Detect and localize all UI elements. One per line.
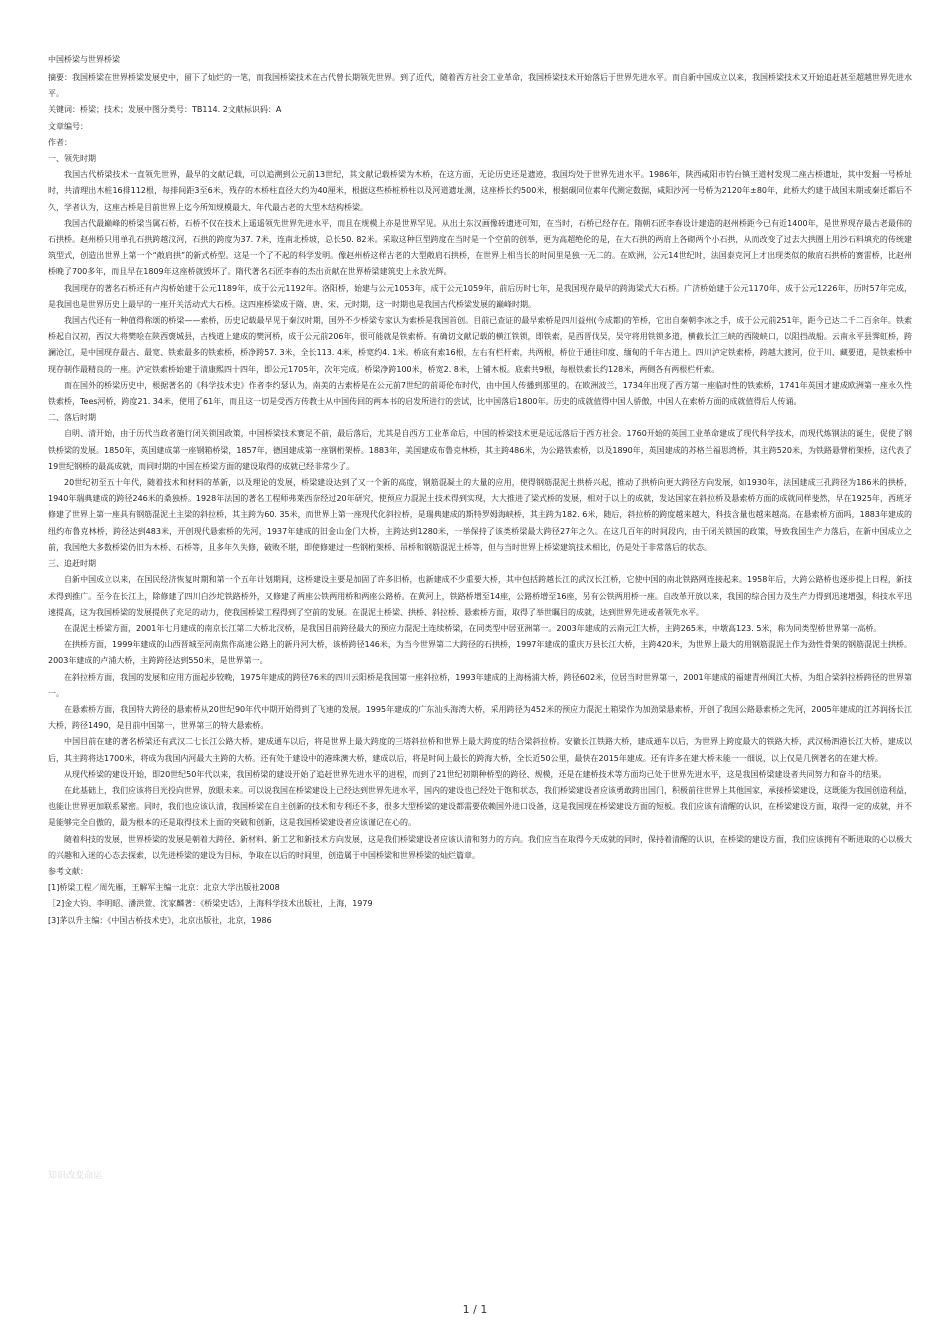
reference-item: ［2]金大钧、李明昭、潘洪萱、沈家麟著：《桥梁史话》，上海科学技术出版社，上海，1979 (48, 899, 373, 909)
paragraph: 我国古代还有一种值得称颂的桥梁——索桥，历史记载最早见于秦汉时期，国外不少桥梁专家认为索桥是我国首创。目前已查证的最早索桥是四川益州(今成都)的笮桥，它出自秦朝李冰之手，成于公元前251年，距今已达二千二百余年。铁索桥起自汉初，西汉大将樊哙在陕西褒城县，古栈道上建成的樊河桥，成于公元前206年，很可能就是铁索桥。有确切文献记载的横江铁锁，即铁索，是西晋伐吴，吴守将用铁锁多道，横截长江三峡的西陵峡口，以阻挡战船。云南永平县霁虹桥，跨澜沧江，是中国现存最古、最宽、铁索最多的铁索桥，桥净跨57. 3米，全长113. 4米，桥宽约4. 1米。桥底有索16根，左右有栏杆索，共两根，桥位于通往印度、缅甸的千年古道上。四川泸定铁索桥，跨越大渡河，位于川、藏要道，是铁索桥中现存制作最精良的一座。泸定铁索桥始建于清康熙四十四年，即公元1705年，次年完成。桥梁净跨100米，桥宽2. 8米，上铺木板。底索共9根，每根铁索长约128米，两侧各有两根栏杆索。 (48, 316, 912, 374)
paragraph: 随着科技的发展，世界桥梁的发展是朝着大跨径、新材料、新工艺和新技术方向发展，这是我们桥梁建设者应该认清和努力的方向。我们应当在取得今天成就的同时，保持着清醒的认识，在桥梁的建设方面，我们应该拥有不断进取的心以极大的兴趣和入迷的心态去探索，以先进桥梁的建设为目标，争取在以后的时间里，创造属于中国桥梁和世界桥梁的灿烂篇章。 (48, 834, 912, 860)
paragraph: 中国目前在建的著名桥梁还有武汉二七长江公路大桥，建成通车以后，将是世界上最大跨度的三塔斜拉桥和世界上最大跨度的结合梁斜拉桥。安徽长江铁路大桥，建成通车以后，为世界上跨度最大的铁路大桥，武汉杨泗港长江大桥，建成以后，其主跨将达1700米，将成为我国内河最大主跨的大桥。还有处于建设中的港珠澳大桥，建成以后，将是时间上最长的跨海大桥，全长近50公里，最快在2015年建成。还有许多在建大桥未能一一细说，以上仅是几例著名的在建大桥。 (48, 737, 912, 763)
paragraph: 在此基础上，我们应该将目光投向世界，放眼未来。可以说我国在桥梁建设上已经达到世界先进水平，国内的建设也已经处于饱和状态，我们桥梁建设者应该勇敢跨出国门，积极前往世界上其他国家，承接桥梁建设，这既能为我国创造利益，也能让世界更加联系紧密。同时，我们也应该认清，我国桥梁在自主创新的技术和专利还不多，很多大型桥梁的建设都需要依赖国外进口设备，这是我国现在桥梁建设方面的短板。我们应该有清醒的认识，在桥梁建设方面，取得一定的成就，并不是能够完全自傲的，最为根本的还是取得技术上面的突破和创新，这是我国桥梁建设者应该谨记在心的。 (48, 785, 912, 828)
keywords: 关键词：桥梁；技术；发展中图分类号：TB114. 2文献标识码：A (48, 105, 282, 115)
paragraph: 在斜拉桥方面，我国的发展和应用方面起步较晚，1975年建成的跨径76米的四川云阳桥是我国第一座斜拉桥，1993年建成的上海杨浦大桥，跨径602米，位居当时世界第一，2001年建成的福建青州闽江大桥，为组合梁斜拉桥跨径的世界第一。 (48, 672, 912, 698)
abstract: 摘要：我国桥梁在世界桥梁发展史中，留下了灿烂的一笔，而我国桥梁技术在古代曾长期领先世界。到了近代，随着西方社会工业革命，我国桥梁技术开始落后于世界先进水平。而自新中国成立以来，我国桥梁技术又开始追赶甚至超越世界先进水平。 (48, 73, 912, 99)
section-heading: 一、领先时期 (48, 154, 96, 164)
section-3 (48, 556, 912, 864)
references (48, 864, 912, 929)
section-heading: 二、落后时期 (48, 413, 96, 423)
paragraph: 自明、清开始，由于历代当政者施行闭关锁国政策，中国桥梁技术赛足不前，最后落后，尤其是自西方工业革命后，中国的桥梁技术更是远远落后于西方社会。1760开始的英国工业革命建成了现代科学技术，而现代炼钢法的诞生，促使了钢铁桥梁的发展。1850年，英国建成第一座钢箱桥梁，1857年，德国建成第一座钢桁架桥。1883年，美国建成布鲁克林桥，其主跨486米，为公路铁索桥，以及1890年，英国建成的苏格兰福思湾桥，其主跨520米，为铁路悬臂桁架桥，这代表了19世纪钢桥的最高成就，而同时期的中国在桥梁方面的建设取得的成就已经非常少了。 (48, 429, 912, 471)
reference-item: [3]茅以升主编：《中国古桥技术史》，北京出版社，北京，1986 (48, 915, 272, 925)
author: 作者： (48, 137, 72, 147)
document-title: 中国桥梁与世界桥梁 (48, 55, 120, 64)
faded-footer-text: 知识改变命运 (48, 1171, 103, 1181)
section-1 (48, 151, 912, 410)
paragraph: 自新中国成立以来，在国民经济恢复时期和第一个五年计划期间，这桥建设主要是加固了许多旧桥，也新建成不少重要大桥，其中包括跨越长江的武汉长江桥，它使中国的南北铁路网连接起来。1958年后，大跨公路桥也逐步提上日程，新技术得到推广。至今在长江上，除修建了四川白沙坨铁路桥外，又修建了两座公铁两用桥和两座公路桥。在黄河上，铁路桥增至14座，公路桥增至16座，另有公铁两用桥一座。自改革开放以来，我国的综合国力及生产力得到迅速增强，科技水平迅速提高，这为我国桥梁的发展提供了充足的动力，使我国桥梁工程得到了空前的发展。在混泥土桥梁、拱桥、斜拉桥、悬索桥方面，取得了举世瞩目的成就，达到世界先进或者领先水平。 (48, 575, 912, 617)
reference-item: [1]桥梁工程／周先雁，王解军主编一北京：北京大学出版社2008 (48, 883, 280, 893)
paragraph: 而在国外的桥梁历史中，根据著名的《科学技术史》作者李约瑟认为，南美的古索桥是在公元前7世纪的前哥伦布时代，由中国人传播到那里的。在欧洲波兰，1734年出现了西方第一座临时性的铁索桥，1741年英国才建成欧洲第一座永久性铁索桥，Tees河桥，跨度21. 34米，使用了61年，而且这一切是受西方传教士从中国传回的两本书的启发所进行的尝试，比中国落后1800年。历史的成就值得中国人骄傲，中国人在索桥方面的成就值得后人传诵。 (48, 380, 912, 407)
article-number: 文章编号： (48, 121, 88, 131)
paragraph: 20世纪初至五十年代，随着技术和材料的革新，以及理论的发展，桥梁建设达到了又一个新的高度，钢筋混凝土的大量的应用，使得钢筋混泥土拱桥兴起，推动了拱桥向更大跨径方向发展，如1930年，法国建成三孔跨径为186米的拱桥，1940年瑞典建成的跨径246米的桑独桥。1928年法国的著名工程师弗莱西奈经过20年研究，使预应力混泥土技术得到实现，大大推进了梁式桥的发展，相对于以上的成就，发达国家在斜拉桥及悬索桥方面的成就同样斐然，早在1925年，西班牙修建了世界上第一座具有钢筋混泥土主梁的斜拉桥，其主跨为60. 35米，而世界上第一座现代化斜拉桥，是瑞典建成的斯特罗姆海峡桥，其主跨为182. 6米，随后，斜拉桥的跨度越来越大，科技含量也越来越高。在悬索桥方面吗，1883年建成的纽约布鲁克林桥，跨径达到483米，开创现代悬索桥的先河，1937年建成的旧金山金门大桥，主跨达到1280米，一举保持了该类桥梁最大跨径27年之久。在这几百年的时间段内，由于闭关锁国的政策，导致我国生产力落后，在新中国成立之前，我国绝大多数桥梁仍旧为木桥、石桥等，且多年久失修，破败不堪，即使修建过一些钢桁架桥、吊桥和钢筋混泥土桥等，但与当时世界上桥梁建筑技术相比，仍是处于非常落后的状态。 (48, 478, 912, 552)
paragraph: 我国古代桥梁技术一直领先世界，最早的文献记载，可以追溯到公元前13世纪，其文献记载桥梁为木桥，在这方面，无论历史还是遗迹，我国均处于世界先进水平。1986年，陕西咸阳市钓台镇王道村发现二座古桥遗址，其中发掘一号桥址时，共清理出木桩16排112根，每排间距3至6米，残存的木桥柱直径大约为40厘米，根据这些桥桩桥柱以及河道遗址测，这座桥长约500米，根据碳同位素年代测定数据，咸阳沙河一号桥为2120年±80年，此桥大约建于战国末期或秦迁都后不久，学者认为，这座古桥是目前世界上迄今所知规模最大、年代最古老的大型木结构桥梁。 (48, 170, 912, 212)
document-body (48, 52, 912, 929)
paragraph: 在悬索桥方面，我国特大跨径的悬索桥从20世纪90年代中期开始得到了飞速的发展。1995年建成的广东汕头海湾大桥，采用跨径为452米的预应力混泥土箱梁作为加劲梁悬索桥，开创了我国公路悬索桥之先河，2005年建成的江苏润扬长江大桥，跨径1490，是目前中国第一，世界第三的特大悬索桥。 (48, 704, 912, 731)
section-heading: 三、追赶时期 (48, 559, 96, 569)
paragraph: 我国现存的著名石桥还有卢沟桥始建于公元1189年，成于公元1192年。洛阳桥，始建与公元1053年，成于公元1059年，前后历时七年，是我国现存最早的跨海梁式大石桥。广济桥始建于公元1170年，成于公元1226年，历时57年完成，是我国也是世界历史上最早的一座开关活动式大石桥。这四座桥梁成于隋、唐、宋、元时期，这一时期也是我国古代桥梁发展的巅峰时期。 (48, 283, 912, 309)
page-number: 1 / 1 (462, 1303, 488, 1316)
paragraph: 我国古代最巅峰的桥梁当属石桥，石桥不仅在技术上遥遥领先世界先进水平，而且在规模上亦是世界罕见。从出土东汉画像砖遗迹可知，在当时，石桥已经存在。隋朝石匠李春设计建造的赵州桥距今已有近1400年，是世界现存最古老最伟的石拱桥。赵州桥只用单孔石拱跨越汶河，石拱的跨度为37. 7米，连南北桥坡，总长50. 82米。采取这种巨型跨度在当时是一个空前的创举，更为高超绝伦的是，在大石拱的两肩上各砌两个小石拱，从而改变了过去大拱圈上用沙石料填充的传统建筑型式，创造出世界上第一个“敞肩拱”的新式桥型。这是一个了不起的科学发明。像赵州桥这样古老的大型敞肩石拱桥，在世界上相当长的时间里是独一无二的。在欧洲，公元14世纪时，法国泰克河上才出现类似的敞肩石拱桥的赛雷桥，比赵州桥晚了700多年，而且早在1809年这座桥就毁坏了。隋代著名石匠李春的杰出贡献在世界桥梁建筑史上永放光辉。 (48, 218, 912, 277)
paragraph: 从现代桥梁的建设开始，即20世纪50年代以来，我国桥梁的建设开始了追赶世界先进水平的进程，而到了21世纪初期种桥型的跨径、规模，还是在建桥技术等方面均已处于世界先进水平，这是我国桥梁建设者共同努力和奋斗的结果。 (64, 769, 887, 779)
paragraph: 在拱桥方面，1999年建成的山西晋城至河南焦作高速公路上的新丹河大桥，该桥跨径146米，为当今世界第二大跨径的石拱桥，1997年建成的重庆万县长江大桥，主跨420米，为世界上最大的用钢筋混泥土作为劲性骨架的钢筋混泥土拱桥。2003年建成的卢浦大桥，主跨跨径达到550米，是世界第一。 (48, 640, 912, 666)
references-label: 参考文献： (48, 866, 88, 876)
paragraph: 在混泥土桥梁方面，2001年七月建成的南京长江第二大桥北汊桥，是我国目前跨径最大的预应力混泥土连续桥梁，在同类型中居亚洲第一。2003年建成的云南元江大桥，主跨265米，中墩高123. 5米，称为同类型桥世界第一高桥。 (64, 623, 882, 633)
section-2 (48, 410, 912, 556)
